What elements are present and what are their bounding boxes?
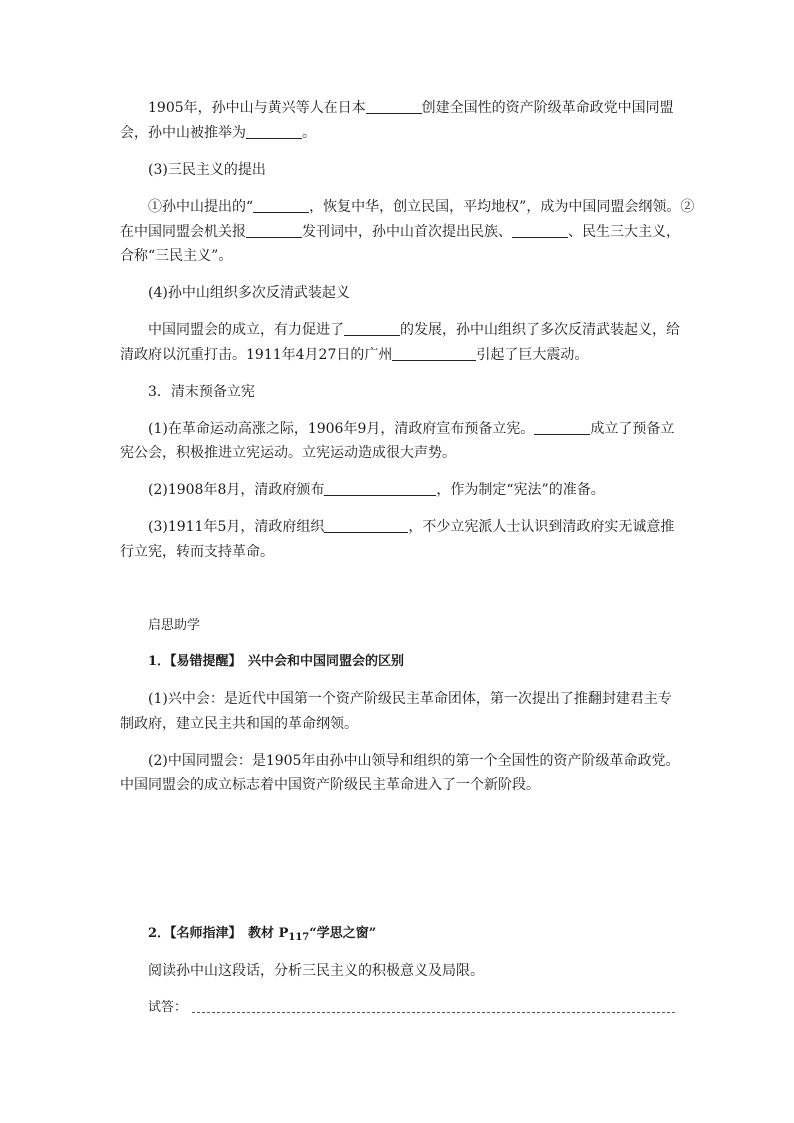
subheading-three-principles [148, 160, 266, 180]
heading-text: 启思助学 [148, 618, 201, 633]
item2-heading [148, 924, 376, 948]
text-segment: 发刊词中，孙中山首次提出民族、 [302, 224, 512, 240]
para-constitution-1-line-2 [120, 443, 456, 463]
heading-text: 1．【易错提醒】 兴中会和中国同盟会的区别 [148, 654, 405, 669]
text-segment: 1905年，孙中山与黄兴等人在日本 [148, 100, 366, 116]
answer-label [148, 998, 187, 1018]
item1-heading [148, 652, 404, 672]
page-number-subscript: 117 [288, 932, 310, 943]
text-segment: 成立了预备立 [590, 421, 675, 437]
fill-blank[interactable] [366, 99, 422, 114]
text-segment: (1)在革命运动高涨之际，1906年9月，清政府宣布预备立宪。 [148, 421, 535, 437]
text-segment: ，恢复中华，创立民国，平均地权”，成为中国同盟会纲领。② [309, 199, 695, 215]
para-tongmenghui-line-1 [148, 98, 674, 118]
label-text: 试答： [148, 1000, 188, 1015]
fill-blank[interactable] [324, 481, 436, 496]
fill-blank[interactable] [344, 321, 400, 336]
para-uprisings-line-1 [148, 320, 680, 340]
text-segment: ，不少立宪派人士认识到清政府实无诚意推 [408, 519, 675, 535]
fill-blank[interactable] [392, 346, 476, 361]
text-segment: 引起了巨大震动。 [476, 347, 589, 363]
item1-para-2-line-2 [120, 775, 540, 795]
text-segment: ，作为制定“宪法”的准备。 [436, 482, 605, 498]
para-uprisings-line-2 [120, 345, 588, 365]
para-constitution-2 [148, 480, 605, 500]
para-three-principles-line-2 [120, 222, 680, 242]
para-three-principles-line-1 [148, 197, 694, 217]
fill-blank[interactable] [246, 124, 302, 139]
subheading-uprisings [148, 283, 350, 303]
para-constitution-3-line-1 [148, 517, 674, 537]
text-segment: 的发展，孙中山组织了多次反清武装起义，给 [400, 322, 680, 338]
text-segment: 合称“三民主义”。 [120, 248, 233, 264]
text-segment: 行立宪，转而支持革命。 [120, 544, 274, 560]
text-segment: 清政府以沉重打击。1911年4月27日的广州 [120, 347, 393, 363]
text-segment: (3)1911年5月，清政府组织 [148, 519, 325, 535]
fill-blank[interactable] [534, 420, 590, 435]
item2-question [148, 961, 484, 981]
text-segment: 制政府，建立民主共和国的革命纲领。 [120, 716, 358, 732]
para-constitution-1-line-1 [148, 419, 674, 439]
heading-text: (3)三民主义的提出 [148, 162, 266, 178]
fill-blank[interactable] [253, 198, 309, 213]
section-title-qisi [148, 616, 200, 636]
para-three-principles-line-3 [120, 246, 232, 266]
text-segment: 会，孙中山被推举为 [120, 125, 246, 141]
text-segment: 中国同盟会的成立，有力促进了 [148, 322, 344, 338]
text-segment: (2)1908年8月，清政府颁布 [148, 482, 325, 498]
heading-text: “学思之窗” [309, 926, 377, 941]
item1-para-1-line-2 [120, 714, 358, 734]
text-segment: 。 [302, 125, 316, 141]
heading-text: (4)孙中山组织多次反清武装起义 [148, 285, 350, 301]
para-constitution-3-line-2 [120, 542, 274, 562]
text-segment: 在中国同盟会机关报 [120, 224, 246, 240]
fill-blank[interactable] [512, 223, 568, 238]
heading-text: 3．清末预备立宪 [148, 384, 255, 400]
answer-line[interactable] [192, 1012, 675, 1013]
text-segment: 阅读孙中山这段话，分析三民主义的积极意义及局限。 [148, 963, 484, 979]
text-segment: (1)兴中会：是近代中国第一个资产阶级民主革命团体，第一次提出了推翻封建君主专 [148, 691, 672, 707]
fill-blank[interactable] [246, 223, 302, 238]
heading-text: 2．【名师指津】 教材 P [148, 926, 289, 941]
text-segment: 创建全国性的资产阶级革命政党中国同盟 [421, 100, 674, 116]
text-segment: 、民生三大主义， [568, 224, 680, 240]
fill-blank[interactable] [324, 518, 408, 533]
item1-para-1-line-1 [148, 689, 672, 709]
item1-para-2-line-1 [148, 751, 679, 771]
text-segment: (2)中国同盟会：是1905年由孙中山领导和组织的第一个全国性的资产阶级革命政党。 [148, 753, 680, 769]
para-tongmenghui-line-2 [120, 123, 316, 143]
section-heading-constitution [148, 382, 255, 402]
text-segment: 中国同盟会的成立标志着中国资产阶级民主革命进入了一个新阶段。 [120, 777, 540, 793]
text-segment: 宪公会，积极推进立宪运动。立宪运动造成很大声势。 [120, 445, 456, 461]
text-segment: ①孙中山提出的“ [148, 199, 254, 215]
